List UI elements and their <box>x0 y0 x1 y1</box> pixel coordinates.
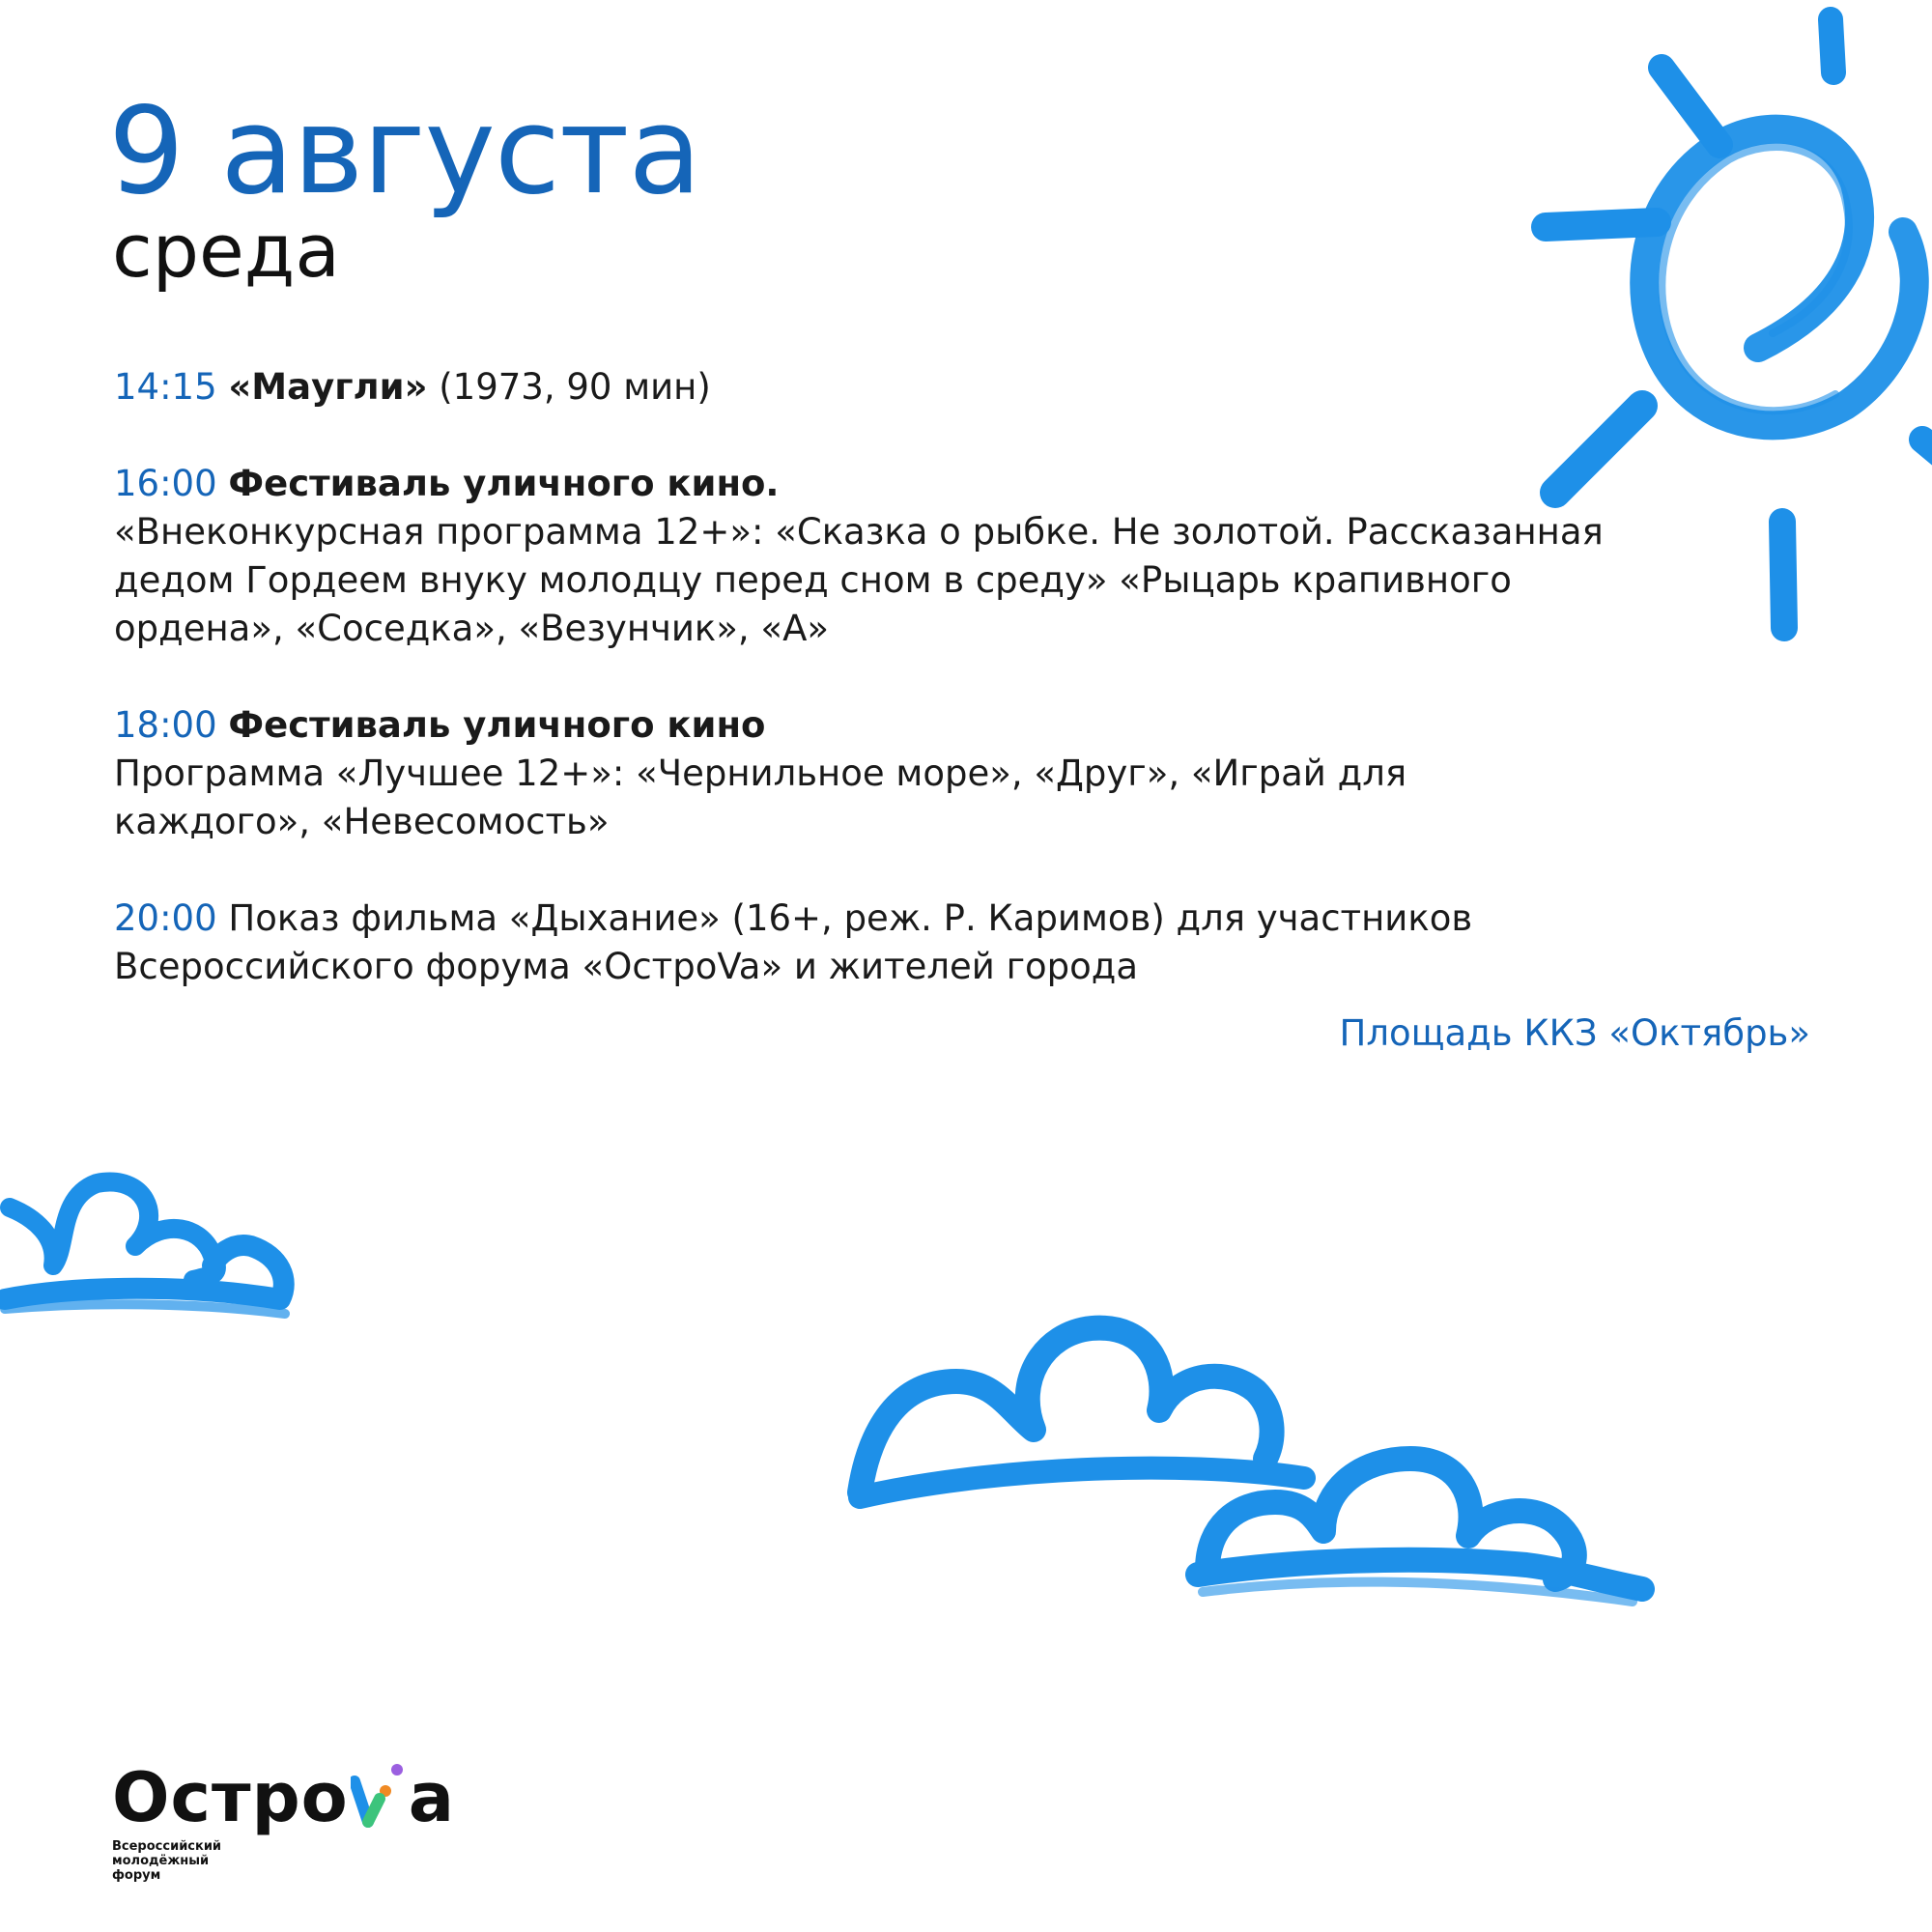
cloud-icon <box>0 1140 309 1343</box>
event-title-suffix: (1973, 90 мин) <box>427 366 711 408</box>
event-head <box>114 363 1621 412</box>
event-title-suffix: Показ фильма «Дыхание» (16+, реж. Р. Каримов) для участников Всероссийского форума «ОстроVa» и жителей города <box>114 897 1473 987</box>
logo-wordmark: Остро a <box>112 1758 456 1837</box>
cloud-icon <box>840 1285 1690 1613</box>
event-title: Фестиваль уличного кино <box>228 704 766 746</box>
ostrova-logo <box>112 1758 456 1883</box>
venue-label: Площадь ККЗ «Октябрь» <box>1339 1012 1810 1054</box>
event-item <box>114 701 1621 846</box>
event-time: 14:15 <box>114 366 217 408</box>
page-title: 9 августа <box>108 82 701 221</box>
event-description: «Внеконкурсная программа 12+»: «Сказка о рыбке. Не золотой. Рассказанная дедом Гордеем внуку молодцу перед сном в среду» «Рыцарь крапивного ордена», «Соседка», «Везунчик», «А» <box>114 511 1604 649</box>
event-title: Фестиваль уличного кино. <box>228 463 780 504</box>
event-title: «Маугли» <box>228 366 428 408</box>
event-description: Программа «Лучшее 12+»: «Чернильное море», «Друг», «Играй для каждого», «Невесомость» <box>114 753 1407 842</box>
event-head <box>114 460 1621 508</box>
schedule-list <box>114 363 1621 1039</box>
event-time: 16:00 <box>114 463 217 504</box>
weekday-label: среда <box>112 208 340 294</box>
event-head <box>114 701 1621 750</box>
logo-subtitle: Всероссийский молодёжный форум <box>112 1839 222 1883</box>
event-item <box>114 895 1505 991</box>
logo-v-mark <box>351 1764 407 1832</box>
event-time: 18:00 <box>114 704 217 746</box>
event-item <box>114 460 1621 653</box>
event-time: 20:00 <box>114 897 217 939</box>
event-item <box>114 363 1621 412</box>
